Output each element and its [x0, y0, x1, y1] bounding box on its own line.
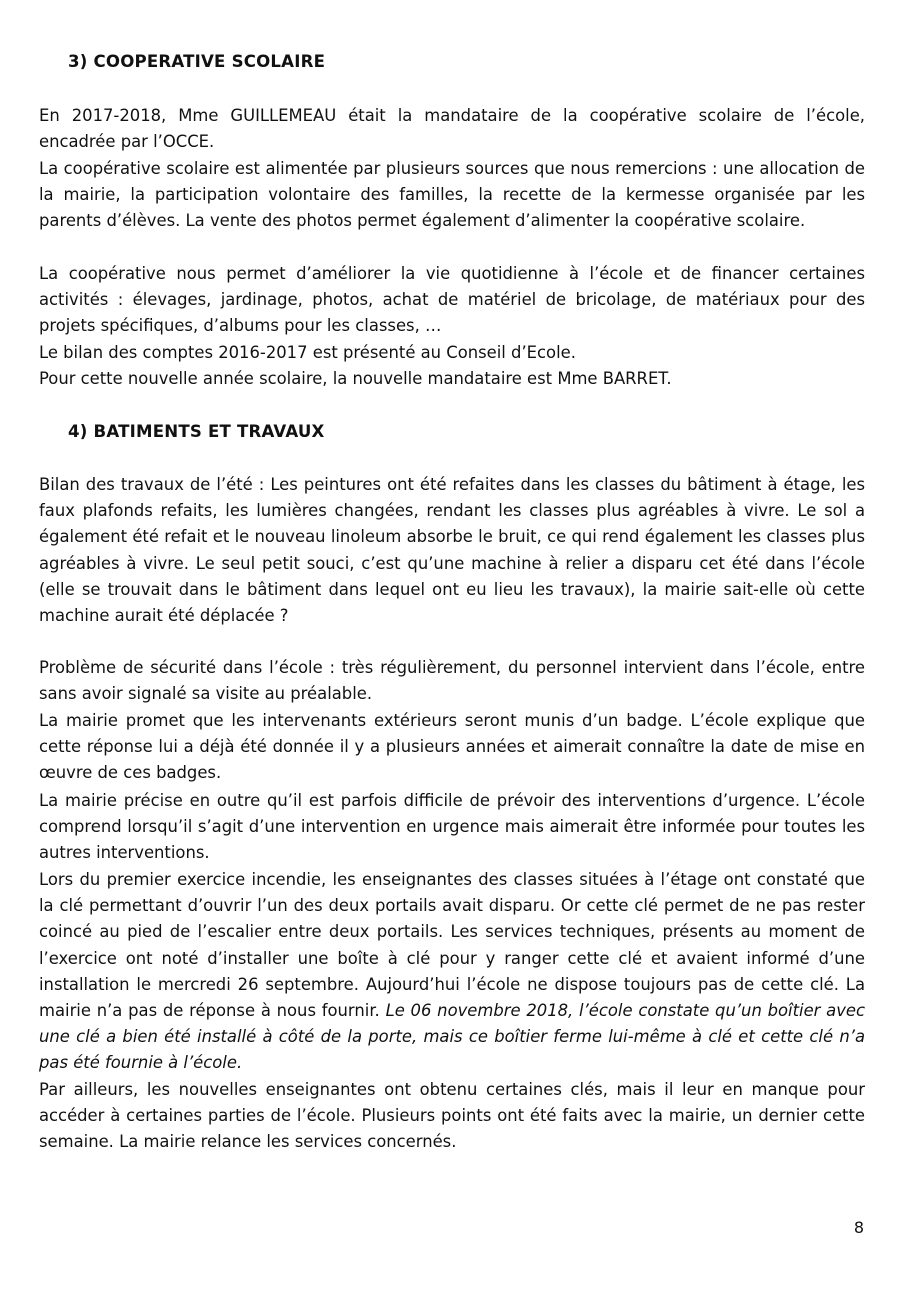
section-3-paragraph-3: La coopérative nous permet d’améliorer la vie quotidienne à l’école et de financer certaines activités : élevages, jardinage, photos, achat de matériel de bricolage, de matériaux pour des projets spécifiques, d’albums pour les classes, …: [39, 264, 865, 336]
section-4-paragraph-4: La mairie précise en outre qu’il est parfois difficile de prévoir des interventions d’urgence. L’école comprend lorsqu’il s’agit d’une intervention en urgence mais aimerait être informée pour toutes les autres interventions.: [39, 791, 865, 863]
section-4-paragraph-2: Problème de sécurité dans l’école : très régulièrement, du personnel intervient dans l’école, entre sans avoir signalé sa visite au préalable.: [39, 658, 865, 704]
fire-drill-text: Lors du premier exercice incendie, les enseignantes des classes situées à l’étage ont constaté que la clé permettant d’ouvrir l’un des deux portails avait disparu. Or cette clé permet de ne pas rester coincé au pied de l’escalier entre deux portails. Les services techniques, présents au moment de l’exercice ont noté d’installer une boîte à clé pour y ranger cette clé et avaient informé d’une installation le mercredi 26 septembre. Aujourd’hui l’école ne dispose toujours pas de cette clé. La mairie n’a pas de réponse à nous fournir.: [39, 870, 865, 1021]
section-4-heading: 4) BATIMENTS ET TRAVAUX: [68, 422, 325, 441]
italic-update-note: Le 06 novembre 2018, l’école constate qu’un boîtier avec une clé a bien été installé à côté de la porte, mais ce boîtier ferme lui-même à clé et cette clé n’a pas été fournie à l’école.: [39, 1001, 865, 1073]
section-4-paragraph-3: La mairie promet que les intervenants extérieurs seront munis d’un badge. L’école explique que cette réponse lui a déjà été donnée il y a plusieurs années et aimerait connaître la date de mise en œuvre de ces badges.: [39, 711, 865, 783]
section-3-paragraph-5: Pour cette nouvelle année scolaire, la nouvelle mandataire est Mme BARRET.: [39, 369, 672, 388]
section-4-paragraph-6: Par ailleurs, les nouvelles enseignantes ont obtenu certaines clés, mais il leur en manque pour accéder à certaines parties de l’école. Plusieurs points ont été faits avec la mairie, un dernier cette semaine. La mairie relance les services concernés.: [39, 1080, 865, 1152]
section-3-heading: 3) COOPERATIVE SCOLAIRE: [68, 52, 326, 71]
section-3-paragraph-1: En 2017-2018, Mme GUILLEMEAU était la mandataire de la coopérative scolaire de l’école, encadrée par l’OCCE.: [39, 106, 865, 152]
section-3-paragraph-2: La coopérative scolaire est alimentée par plusieurs sources que nous remercions : une allocation de la mairie, la participation volontaire des familles, la recette de la kermesse organisée par les parents d’élèves. La vente des photos permet également d’alimenter la coopérative scolaire.: [39, 159, 865, 231]
page-number: 8: [853, 1218, 864, 1237]
section-4-paragraph-1: Bilan des travaux de l’été : Les peintures ont été refaites dans les classes du bâtiment à étage, les faux plafonds refaits, les lumières changées, rendant les classes plus agréables à vivre. Le sol a également été refait et le nouveau linoleum absorbe le bruit, ce qui rend également les classes plus agréables à vivre. Le seul petit souci, c’est qu’une machine à relier a disparu cet été dans l’école (elle se trouvait dans le bâtiment dans lequel ont eu lieu les travaux), la mairie sait-elle où cette machine aurait été déplacée ?: [39, 475, 865, 626]
section-3-paragraph-4: Le bilan des comptes 2016-2017 est présenté au Conseil d’Ecole.: [39, 343, 576, 362]
section-4-paragraph-5: [39, 867, 865, 1077]
